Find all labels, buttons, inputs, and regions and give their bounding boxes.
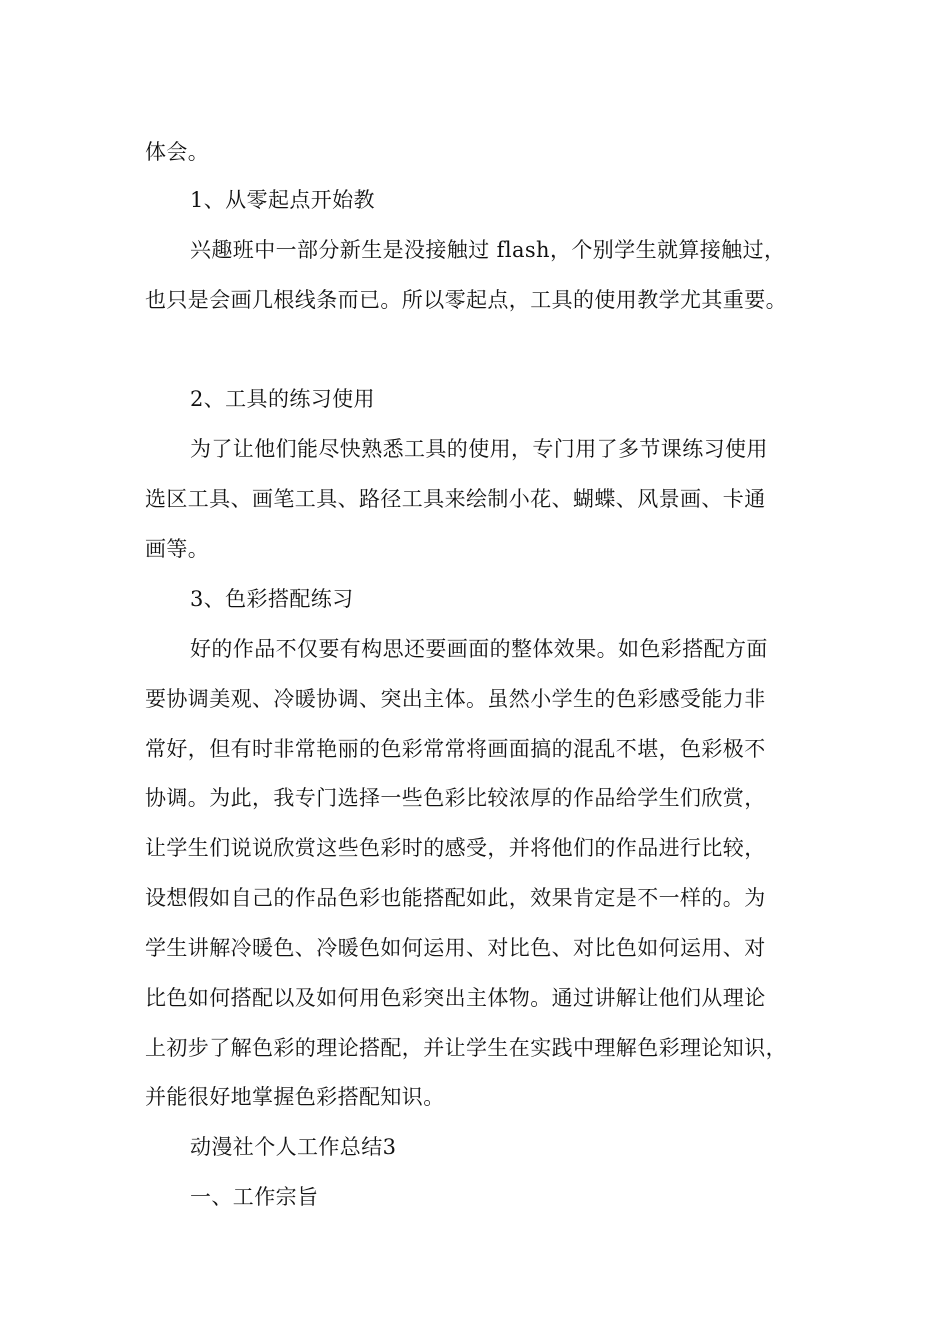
section-heading: 1、从零起点开始教 (190, 188, 375, 212)
text-line: 体会。 (145, 140, 210, 164)
text-line: 并能很好地掌握色彩搭配知识。 (145, 1085, 445, 1109)
text-line: 兴趣班中一部分新生是没接触过 flash，个别学生就算接触过， (190, 238, 786, 262)
text-line: 上初步了解色彩的理论搭配，并让学生在实践中理解色彩理论知识， (145, 1036, 787, 1060)
section-heading: 一、工作宗旨 (190, 1185, 319, 1209)
text-line: 也只是会画几根线条而已。所以零起点，工具的使用教学尤其重要。 (145, 288, 787, 312)
text-line: 要协调美观、冷暖协调、突出主体。虽然小学生的色彩感受能力非 (145, 687, 766, 711)
text-line: 选区工具、画笔工具、路径工具来绘制小花、蝴蝶、风景画、卡通 (145, 487, 766, 511)
text-line: 学生讲解冷暖色、冷暖色如何运用、对比色、对比色如何运用、对 (145, 936, 766, 960)
text-line: 让学生们说说欣赏这些色彩时的感受，并将他们的作品进行比较， (145, 836, 766, 860)
section-heading: 2、工具的练习使用 (190, 387, 375, 411)
text-line: 常好，但有时非常艳丽的色彩常常将画面搞的混乱不堪，色彩极不 (145, 737, 766, 761)
text-line: 设想假如自己的作品色彩也能搭配如此，效果肯定是不一样的。为 (145, 886, 766, 910)
section-heading: 3、色彩搭配练习 (190, 587, 354, 611)
text-line: 画等。 (145, 537, 210, 561)
text-line: 好的作品不仅要有构思还要画面的整体效果。如色彩搭配方面 (190, 637, 768, 661)
text-line: 为了让他们能尽快熟悉工具的使用，专门用了多节课练习使用 (190, 437, 768, 461)
section-title: 动漫社个人工作总结3 (190, 1135, 397, 1159)
text-line: 比色如何搭配以及如何用色彩突出主体物。通过讲解让他们从理论 (145, 986, 766, 1010)
text-line: 协调。为此，我专门选择一些色彩比较浓厚的作品给学生们欣赏， (145, 786, 766, 810)
